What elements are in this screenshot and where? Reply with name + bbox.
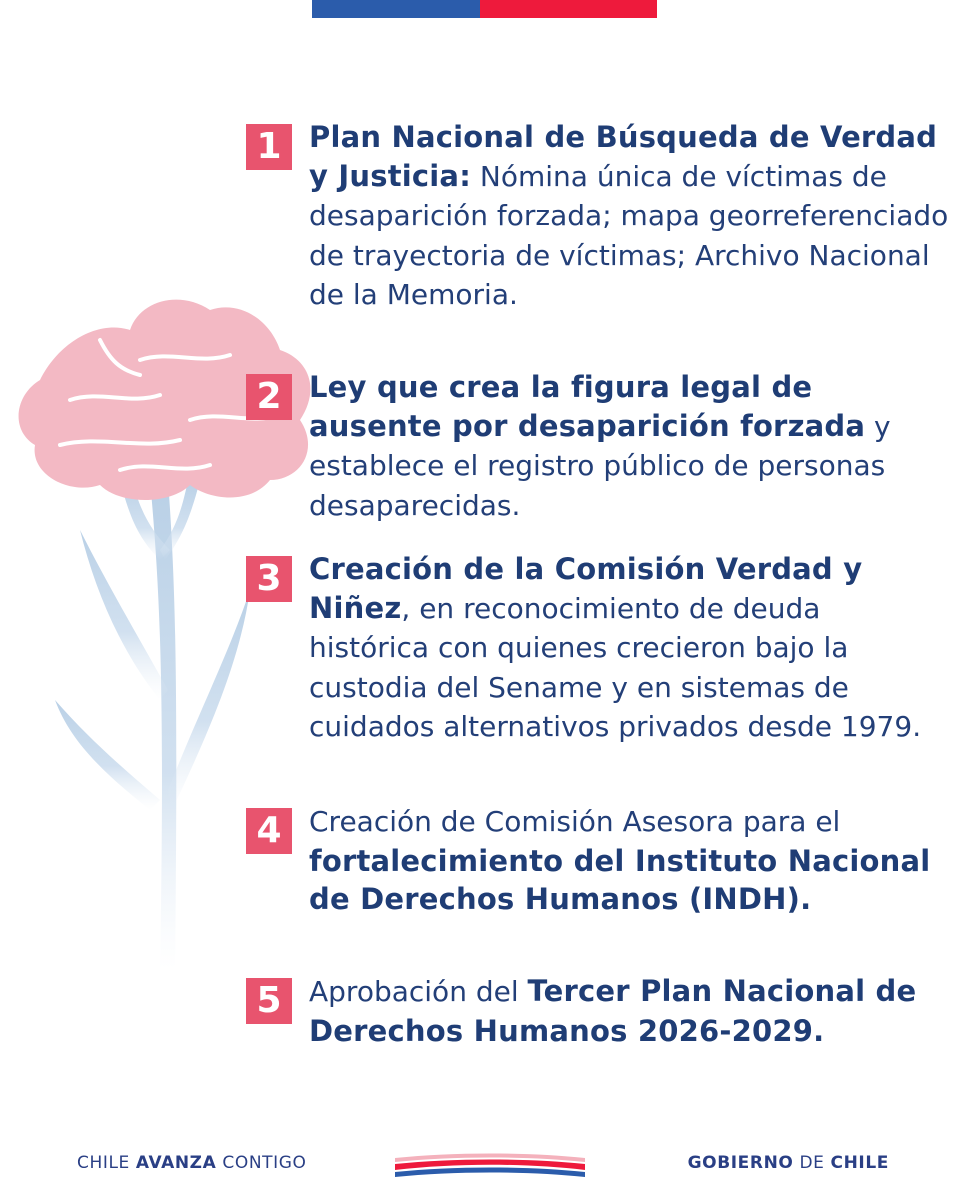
government-bold-part: CHILE	[830, 1153, 889, 1173]
item-number-badge: 2	[246, 374, 292, 420]
government-part: DE	[793, 1153, 831, 1173]
flag-stripe-blue	[312, 0, 480, 18]
item-text	[309, 368, 949, 525]
stem	[55, 480, 250, 970]
item-regular-text: Creación de Comisión Asesora para el	[309, 805, 841, 838]
item-text	[309, 118, 949, 315]
item-bold-text: Ley que crea la figura legal de ausente por desaparición forzada	[309, 370, 866, 443]
item-text	[309, 802, 949, 919]
item-number-badge: 5	[246, 978, 292, 1024]
flag-swoosh-icon	[395, 1150, 585, 1180]
item-regular-text: , en reconocimiento de deuda histórica con quienes crecieron bajo la custodia del Sename y en sistemas de cuidados alternativos privados desde 1979.	[309, 591, 922, 743]
footer-slogan	[77, 1153, 307, 1173]
slogan-part: CHILE	[77, 1153, 136, 1173]
item-bold-text: Plan Nacional de Búsqueda de Verdad y Justicia:	[309, 120, 938, 193]
slogan-part: CONTIGO	[216, 1153, 307, 1173]
government-bold-part: GOBIERNO	[687, 1153, 794, 1173]
flag-stripe-red	[480, 0, 657, 18]
item-bold-text: Creación de la Comisión Verdad y Niñez	[309, 552, 863, 625]
item-regular-text: Nómina única de víctimas de desaparición forzada; mapa georreferenciado de trayectoria de víctimas; Archivo Nacional de la Memoria.	[309, 159, 949, 311]
item-text	[309, 550, 949, 747]
slogan-bold-part: AVANZA	[135, 1153, 217, 1173]
item-text	[309, 972, 949, 1050]
item-regular-text: y establece el registro público de personas desaparecidas.	[309, 409, 891, 522]
item-number-badge: 1	[246, 124, 292, 170]
item-number-badge: 4	[246, 808, 292, 854]
item-number-badge: 3	[246, 556, 292, 602]
item-bold-text: fortalecimiento del Instituto Nacional de Derechos Humanos (INDH).	[309, 843, 931, 916]
footer-government	[688, 1153, 889, 1173]
item-regular-text: Aprobación del	[309, 975, 528, 1008]
item-bold-text: Tercer Plan Nacional de Derechos Humanos 2026-2029.	[309, 974, 917, 1048]
